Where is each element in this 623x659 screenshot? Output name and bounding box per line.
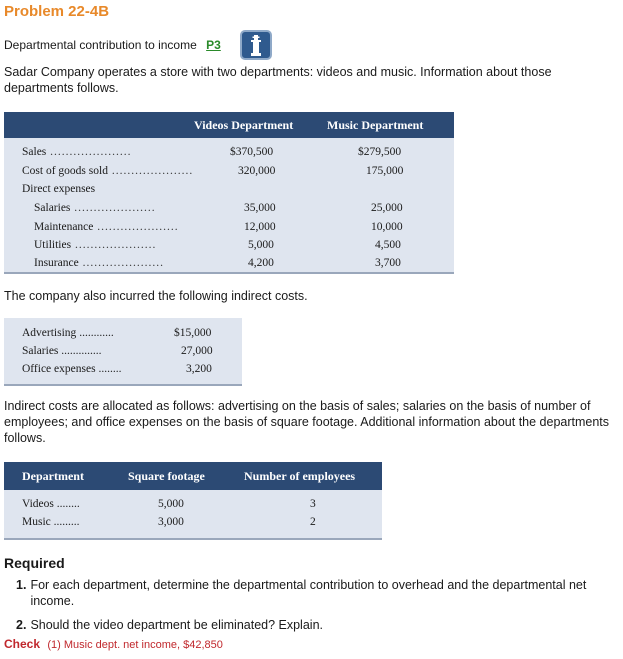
indirect-value-office: 3,200 — [186, 363, 212, 375]
info-sqft-videos: 5,000 — [158, 498, 184, 510]
col-department: Department — [22, 469, 84, 483]
dept-table-body — [4, 138, 454, 274]
required-item-2 — [16, 617, 616, 633]
cell-music-salaries: 25,000 — [371, 202, 403, 214]
subtitle-text: Departmental contribution to income — [4, 38, 197, 52]
info-table-header — [4, 462, 382, 490]
required-text-2: Should the video department be eliminated? Explain. — [30, 618, 323, 632]
info-sqft-music: 3,000 — [158, 516, 184, 528]
cell-music-sales: $279,500 — [358, 146, 402, 158]
required-num-1: 1. — [16, 578, 27, 592]
check-label: Check — [4, 637, 41, 651]
cell-music-insurance: 3,700 — [375, 257, 401, 269]
col-square-footage: Square footage — [128, 469, 205, 483]
col-employees: Number of employees — [244, 469, 356, 483]
check-text: (1) Music dept. net income, $42,850 — [47, 639, 223, 651]
dept-table-header — [4, 112, 454, 138]
indirect-label-office: Office expenses ........ — [22, 363, 122, 375]
indirect-value-advertising: $15,000 — [174, 327, 212, 339]
row-label-utilities: Utilities ..... — [34, 239, 156, 251]
row-label-salaries: Salaries ..... — [34, 202, 156, 214]
indirect-value-salaries: 27,000 — [181, 345, 213, 357]
info-emp-videos: 3 — [310, 498, 316, 510]
objective-link[interactable]: P3 — [206, 38, 221, 52]
info-table-body — [4, 490, 382, 540]
info-dept-music: Music ......... — [22, 516, 80, 528]
col-videos: Videos Department — [194, 118, 294, 132]
check-line — [4, 637, 223, 651]
problem-title: Problem 22-4B — [4, 3, 110, 20]
info-dept-videos: Videos ........ — [22, 498, 80, 510]
row-label-insurance: Insurance ..... — [34, 257, 164, 269]
cell-videos-sales: $370,500 — [230, 146, 274, 158]
cell-videos-cogs: 320,000 — [238, 165, 276, 177]
cell-videos-maintenance: 12,000 — [244, 221, 276, 233]
indirect-table — [4, 318, 242, 386]
cell-videos-salaries: 35,000 — [244, 202, 276, 214]
row-label-maintenance: Maintenance ..... — [34, 221, 179, 233]
indirect-label-advertising: Advertising ............ — [22, 327, 114, 339]
row-label-sales: Sales ..... — [22, 146, 132, 158]
cell-music-maintenance: 10,000 — [371, 221, 403, 233]
allocation-paragraph: Indirect costs are allocated as follows: advertising on the basis of sales; salaries on the basis of number of employees; and office expenses on the basis of square footage. Additional information about the departments follows. — [4, 399, 610, 445]
cell-videos-insurance: 4,200 — [248, 257, 274, 269]
problem-subtitle — [4, 38, 221, 52]
row-label-cogs: Cost of goods sold ..... — [22, 165, 193, 177]
chess-piece-icon — [240, 30, 272, 60]
required-item-1 — [16, 577, 616, 609]
cell-music-cogs: 175,000 — [366, 165, 404, 177]
indirect-intro: The company also incurred the following indirect costs. — [4, 289, 308, 303]
required-heading: Required — [4, 555, 65, 571]
col-music: Music Department — [327, 118, 424, 132]
indirect-label-salaries: Salaries .............. — [22, 345, 102, 357]
cell-music-utilities: 4,500 — [375, 239, 401, 251]
required-num-2: 2. — [16, 618, 27, 632]
info-emp-music: 2 — [310, 516, 316, 528]
row-label-direct: Direct expenses — [22, 183, 96, 195]
intro-paragraph: Sadar Company operates a store with two departments: videos and music. Information about those departments follows. — [4, 65, 552, 95]
required-text-1: For each department, determine the departmental contribution to overhead and the departmental net income. — [30, 578, 587, 608]
cell-videos-utilities: 5,000 — [248, 239, 274, 251]
